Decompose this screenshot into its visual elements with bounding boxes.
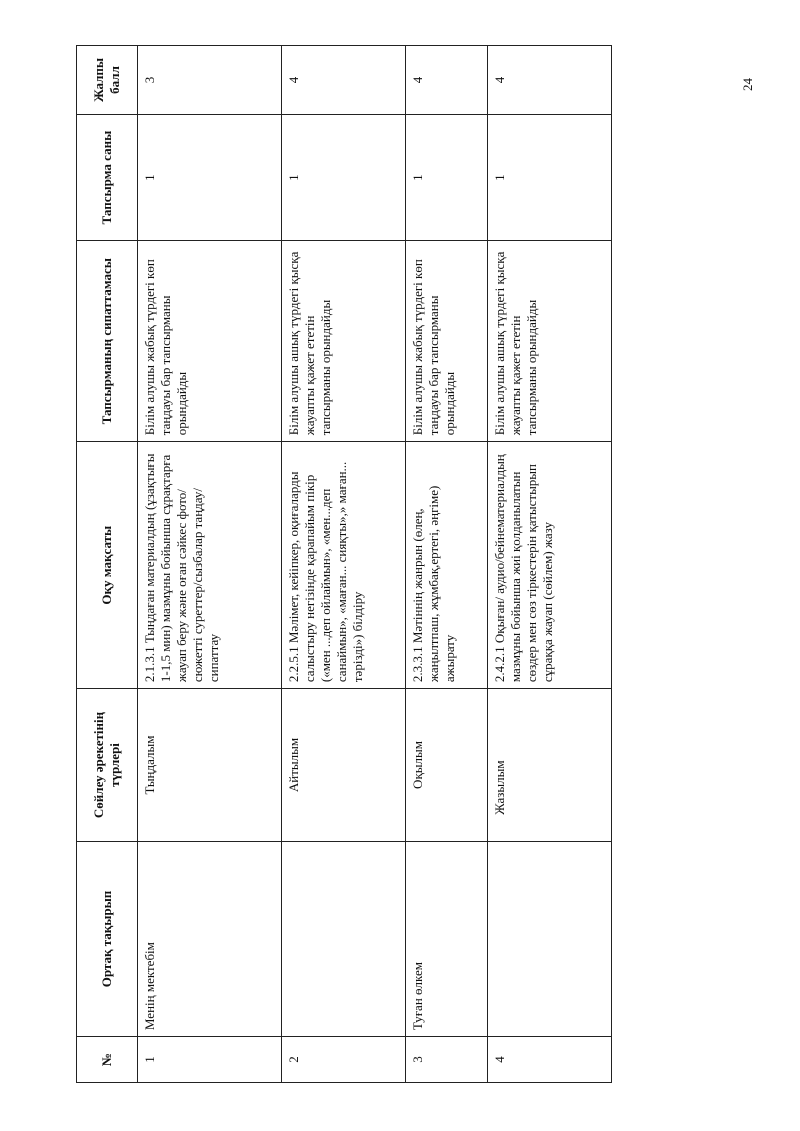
row-goal: 2.3.3.1 Мәтіннің жанрын (өлең, жаңылтпаш, жұмбақ,ертегі, әңгіме) ажырату bbox=[405, 442, 487, 689]
row-num: 1 bbox=[138, 1037, 282, 1083]
row-description: Білім алушы ашық түрдегі қысқа жауапты қажет ететін тапсырманы орындайды bbox=[282, 241, 406, 442]
page-number: 24 bbox=[740, 78, 755, 91]
row-num: 3 bbox=[405, 1037, 487, 1083]
row-goal: 2.1.3.1 Тыңдаған материалдың (ұзақтығы 1-1,5 мин) мазмұны бойынша сұрақтарға жауап беру және оған сәйкес фото/сюжетті суреттер/сызбалар таңдау/ сипаттау bbox=[138, 442, 282, 689]
header-topic: Ортақ тақырып bbox=[77, 841, 138, 1036]
row-count: 1 bbox=[405, 114, 487, 240]
header-count: Тапсырма саны bbox=[77, 114, 138, 240]
table-row bbox=[282, 46, 406, 1083]
row-activity: Тыңдалым bbox=[138, 689, 282, 842]
row-activity: Оқылым bbox=[405, 689, 487, 842]
table-row bbox=[138, 46, 282, 1083]
row-goal: 2.4.2.1 Оқыған/ аудио/бейнематериалдың мазмұны бойынша жиі қолданылатын сөздер мен сөз тіркестерін қатыстырып сұраққа жауап (сөйлем) жазу bbox=[488, 442, 612, 689]
row-goal: 2.2.5.1 Мәлімет, кейіпкер, оқиғаларды салыстыру негізінде қарапайым пікір («мен ...деп ойлаймын», «мен...деп санаймын», «маған... сияқты»,» маған... тәрізді») білдіру bbox=[282, 442, 406, 689]
row-count: 1 bbox=[138, 114, 282, 240]
row-activity: Жазылым bbox=[488, 689, 612, 842]
table-row bbox=[405, 46, 487, 1083]
row-num: 2 bbox=[282, 1037, 406, 1083]
header-activity: Сөйлеу әрекетінің түрлері bbox=[77, 689, 138, 842]
row-description: Білім алушы жабық түрдегі көп таңдауы бар тапсырманы орындайды bbox=[405, 241, 487, 442]
table-row bbox=[488, 46, 612, 1083]
row-score: 4 bbox=[405, 46, 487, 115]
header-num: № bbox=[77, 1037, 138, 1083]
row-description: Білім алушы жабық түрдегі көп таңдауы бар тапсырманы орындайды bbox=[138, 241, 282, 442]
row-topic bbox=[282, 841, 406, 1036]
table-header-row bbox=[77, 46, 138, 1083]
row-count: 1 bbox=[282, 114, 406, 240]
row-topic: Менің мектебім bbox=[138, 841, 282, 1036]
row-activity: Айтылым bbox=[282, 689, 406, 842]
row-count: 1 bbox=[488, 114, 612, 240]
row-description: Білім алушы ашық түрдегі қысқа жауапты қажет ететін тапсырманы орындайды bbox=[488, 241, 612, 442]
header-goal: Оқу мақсаты bbox=[77, 442, 138, 689]
row-topic bbox=[488, 841, 612, 1036]
assessment-table bbox=[76, 45, 612, 1083]
row-num: 4 bbox=[488, 1037, 612, 1083]
header-description: Тапсырманың сипаттамасы bbox=[77, 241, 138, 442]
row-topic: Туған өлкем bbox=[405, 841, 487, 1036]
row-score: 4 bbox=[282, 46, 406, 115]
header-score: Жалпы балл bbox=[77, 46, 138, 115]
row-score: 3 bbox=[138, 46, 282, 115]
row-score: 4 bbox=[488, 46, 612, 115]
